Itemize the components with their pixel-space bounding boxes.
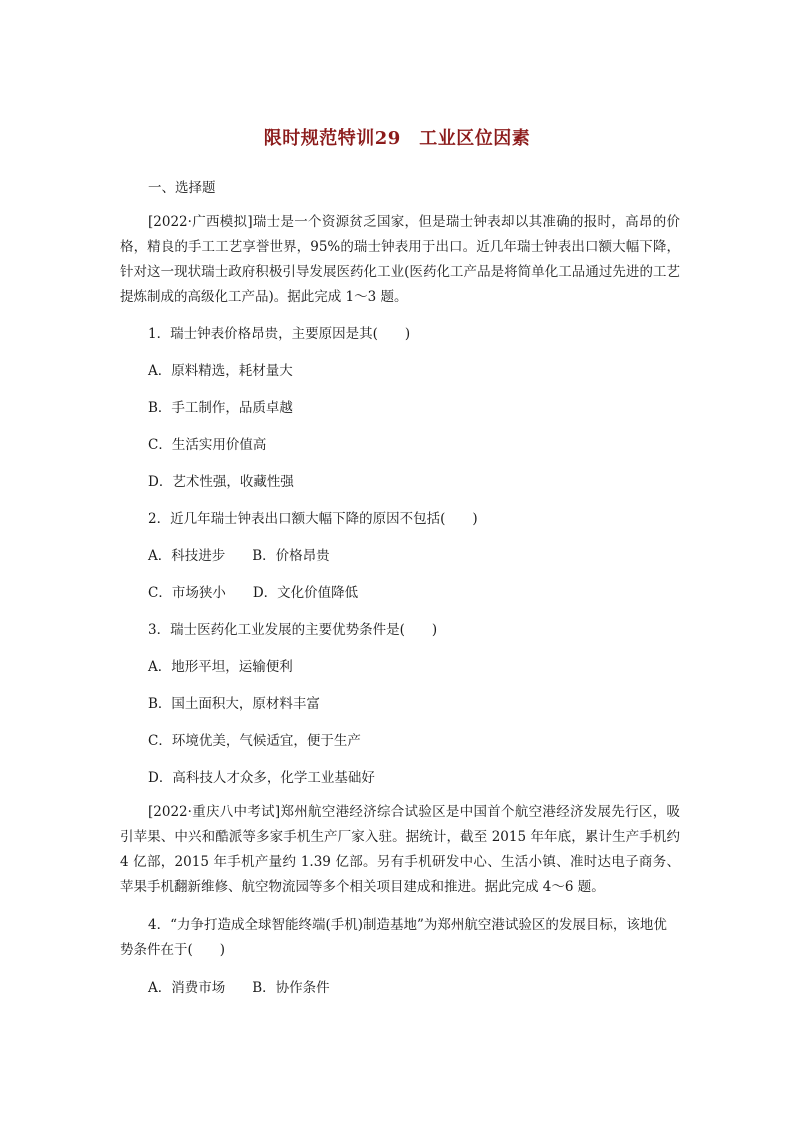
question-1-option-a: A．原料精选，耗材量大 bbox=[148, 363, 293, 379]
question-1-option-c: C．生活实用价值高 bbox=[148, 437, 267, 453]
passage-2: [2022·重庆八中考试]郑州航空港经济综合试验区是中国首个航空港经济发展先行区，吸引苹果、中兴和酷派等多家手机生产厂家入驻。据统计，截至 2015 年年底，累计生产手机约 4 亿部，2015 年手机产量约 1.39 亿部。另有手机研发中心、生活小镇、准时达电子商务、苹果手机翻新维修、航空物流园等多个相关项目建成和推进。据此完成 4～6 题。 bbox=[120, 804, 680, 895]
question-4-stem: 4．“力争打造成全球智能终端(手机)制造基地”为郑州航空港试验区的发展目标，该地优势条件在于( ) bbox=[120, 917, 667, 958]
question-2-options-ab: A．科技进步 B．价格昂贵 bbox=[148, 548, 330, 564]
question-2-stem: 2．近几年瑞士钟表出口额大幅下降的原因不包括( ) bbox=[148, 511, 478, 527]
page-title: 限时规范特训29 工业区位因素 bbox=[263, 128, 531, 149]
question-2-options-cd: C．市场狭小 D．文化价值降低 bbox=[148, 585, 359, 601]
question-1-stem: 1．瑞士钟表价格昂贵，主要原因是其( ) bbox=[148, 326, 411, 342]
question-3-option-c: C．环境优美，气候适宜，便于生产 bbox=[148, 733, 361, 749]
section-heading: 一、选择题 bbox=[148, 180, 216, 196]
question-1-option-b: B．手工制作，品质卓越 bbox=[148, 400, 293, 416]
question-3-option-d: D．高科技人才众多，化学工业基础好 bbox=[148, 770, 375, 786]
question-1-option-d: D．艺术性强，收藏性强 bbox=[148, 474, 294, 490]
passage-1: [2022·广西模拟]瑞士是一个资源贫乏国家，但是瑞士钟表却以其准确的报时，高昂的价格，精良的手工工艺享誉世界，95%的瑞士钟表用于出口。近几年瑞士钟表出口额大幅下降，针对这一现状瑞士政府积极引导发展医药化工业(医药化工产品是将简单化工品通过先进的工艺提炼制成的高级化工产品)。据此完成 1～3 题。 bbox=[120, 214, 680, 305]
question-4-options-ab: A．消费市场 B．协作条件 bbox=[148, 980, 330, 996]
question-3-option-a: A．地形平坦，运输便利 bbox=[148, 659, 293, 675]
question-3-stem: 3．瑞士医药化工业发展的主要优势条件是( ) bbox=[148, 622, 438, 638]
question-3-option-b: B．国土面积大，原材料丰富 bbox=[148, 696, 320, 712]
